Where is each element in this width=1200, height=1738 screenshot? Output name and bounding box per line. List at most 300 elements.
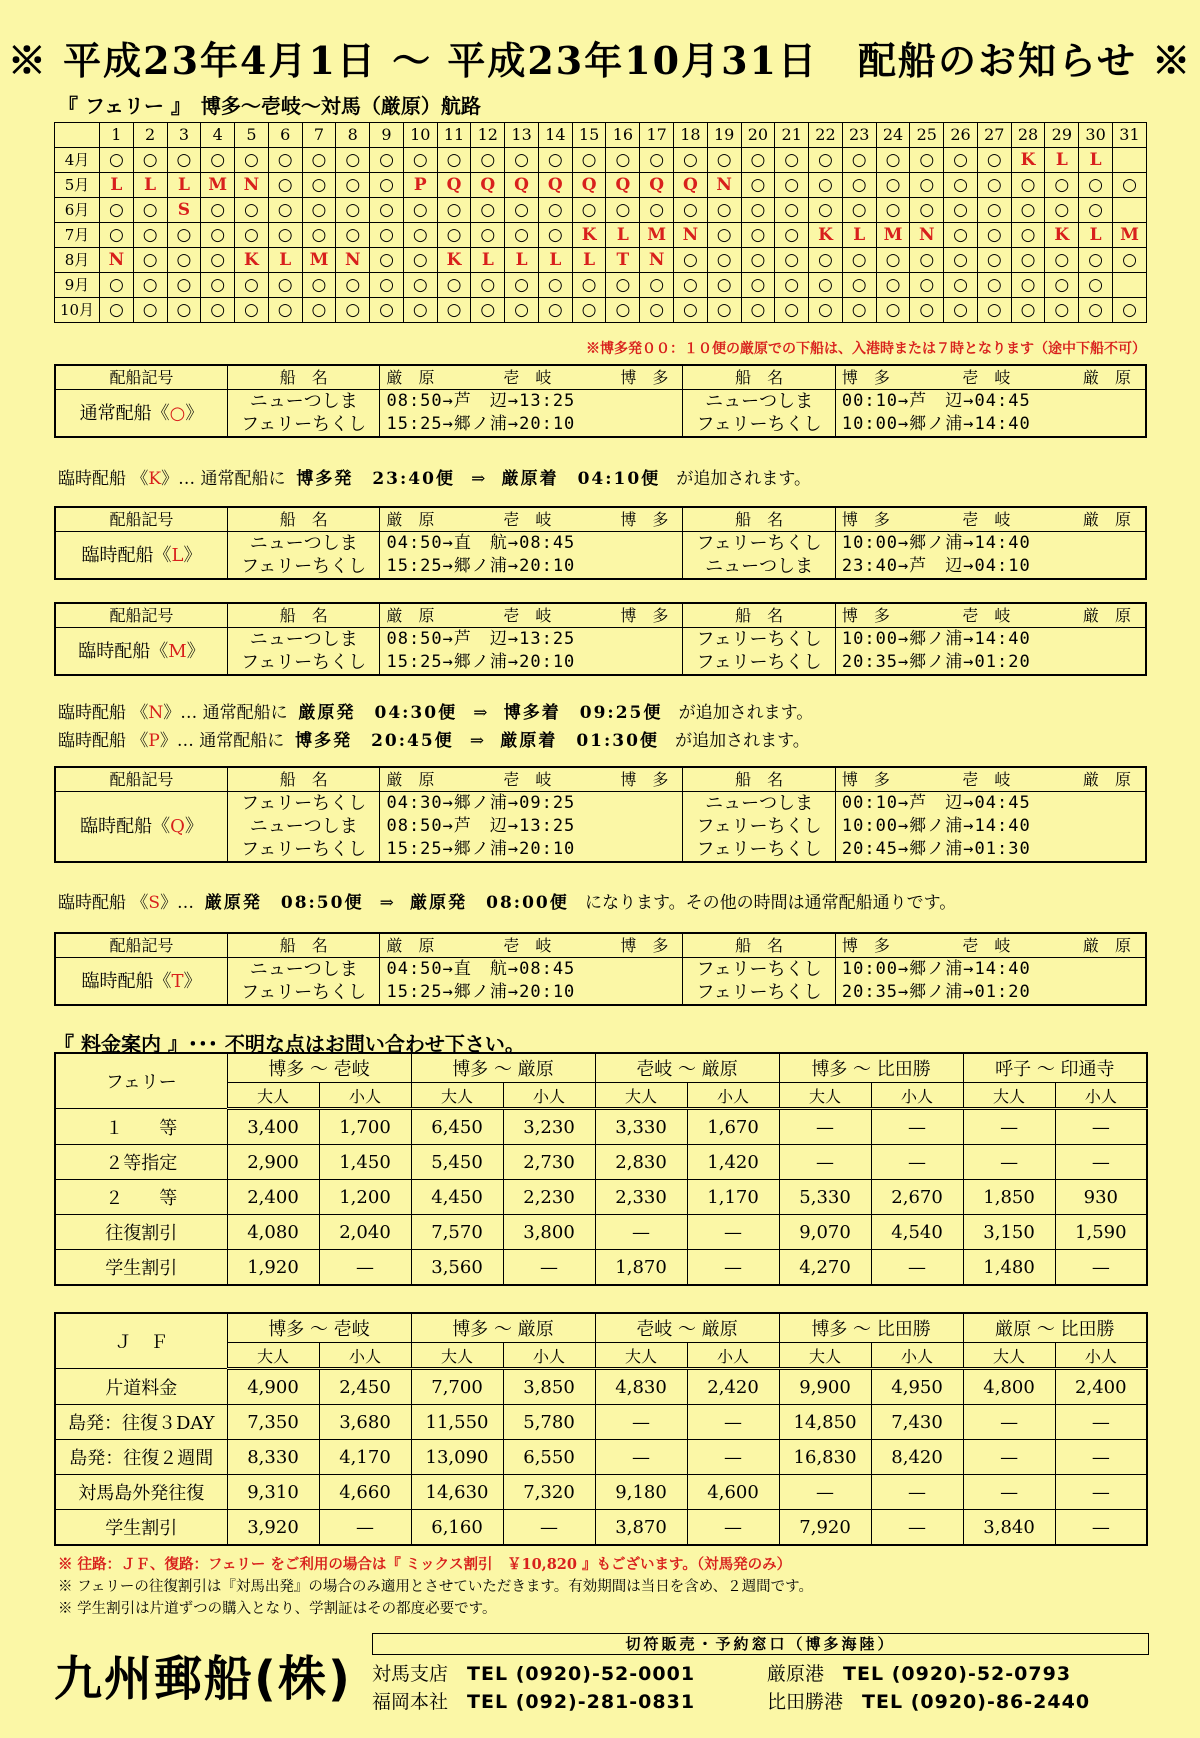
calendar-cell: ○ bbox=[876, 248, 910, 273]
calendar-cell: ○ bbox=[842, 148, 876, 173]
fare-value: — bbox=[779, 1145, 871, 1180]
calendar-month-label: 7月 bbox=[55, 223, 100, 248]
calendar-cell: ○ bbox=[100, 148, 134, 173]
fare-value: — bbox=[687, 1250, 779, 1286]
calendar-cell: ○ bbox=[572, 298, 606, 323]
fare-value: 7,570 bbox=[411, 1215, 503, 1250]
calendar-cell: ○ bbox=[944, 273, 978, 298]
calendar-cell: ○ bbox=[1045, 298, 1079, 323]
header-port: 壱 岐 bbox=[962, 936, 1011, 955]
fare-value: 930 bbox=[1055, 1180, 1147, 1215]
calendar-cell: L bbox=[1079, 223, 1113, 248]
fare-value: — bbox=[503, 1510, 595, 1546]
notice-from: 厳原発 04:30便 bbox=[298, 703, 458, 723]
departure-line: 04:50→直 航→08:45 bbox=[386, 959, 576, 979]
fare-value: — bbox=[871, 1475, 963, 1510]
header-ship: 船 名 bbox=[683, 507, 836, 532]
schedule-mark: M bbox=[168, 640, 187, 662]
schedule-label: 臨時配船《Q》 bbox=[55, 792, 227, 863]
fare-value: 1,170 bbox=[687, 1180, 779, 1215]
calendar-cell: ○ bbox=[977, 148, 1011, 173]
calendar-cell: ○ bbox=[1011, 248, 1045, 273]
calendar-cell: ○ bbox=[707, 198, 741, 223]
calendar-cell: ○ bbox=[505, 273, 539, 298]
calendar-cell: ○ bbox=[167, 148, 201, 173]
fare-row bbox=[55, 1405, 1147, 1440]
fare-heading: 『 料金案内 』･･･ 不明な点はお問い合わせ下さい。 bbox=[54, 1032, 525, 1056]
outbound-ships: ニューつしま フェリーちくし bbox=[227, 958, 380, 1006]
fare-route: 博多 ～ 比田勝 bbox=[779, 1053, 963, 1083]
fare-value: 1,670 bbox=[687, 1109, 779, 1145]
office-name: 厳原港 bbox=[767, 1663, 825, 1685]
calendar-cell bbox=[1112, 198, 1146, 223]
calendar-cell: ○ bbox=[1079, 173, 1113, 198]
calendar-cell: ○ bbox=[707, 248, 741, 273]
calendar-day-header: 20 bbox=[741, 123, 775, 148]
calendar-cell: Q bbox=[471, 173, 505, 198]
outbound-times bbox=[380, 792, 683, 863]
header-ship: 船 名 bbox=[227, 767, 380, 792]
fare-row bbox=[55, 1475, 1147, 1510]
fare-class: 対馬島外発往復 bbox=[55, 1475, 227, 1510]
fare-child-label: 小人 bbox=[503, 1083, 595, 1109]
fare-value: — bbox=[779, 1475, 871, 1510]
fare-value: 4,800 bbox=[963, 1369, 1055, 1405]
calendar-cell: N bbox=[640, 248, 674, 273]
schedule-header-row bbox=[55, 603, 1146, 628]
header-inbound bbox=[835, 767, 1146, 792]
calendar-cell: L bbox=[538, 248, 572, 273]
notice-K: 臨時配船 《K》… 通常配船に 博多発 23:40便 ⇒ 厳原着 04:10便 が追加されます。 bbox=[58, 469, 812, 489]
schedule-calendar bbox=[54, 122, 1147, 323]
fare-value: 6,450 bbox=[411, 1109, 503, 1145]
calendar-cell: ○ bbox=[268, 273, 302, 298]
calendar-day-header: 2 bbox=[133, 123, 167, 148]
header-inbound bbox=[835, 603, 1146, 628]
fare-value: 7,430 bbox=[871, 1405, 963, 1440]
calendar-cell: ○ bbox=[471, 298, 505, 323]
fare-table-label: フェリー bbox=[55, 1053, 227, 1109]
fare-value: — bbox=[871, 1510, 963, 1546]
header-ship: 船 名 bbox=[683, 365, 836, 390]
calendar-day-header: 13 bbox=[505, 123, 539, 148]
calendar-cell: ○ bbox=[201, 223, 235, 248]
departure-line: 15:25→郷ノ浦→20:10 bbox=[386, 982, 576, 1002]
schedule-body-row bbox=[55, 390, 1146, 438]
header-outbound bbox=[380, 933, 683, 958]
calendar-cell: ○ bbox=[977, 273, 1011, 298]
calendar-cell: ○ bbox=[876, 148, 910, 173]
calendar-cell: ○ bbox=[1045, 198, 1079, 223]
calendar-day-header: 9 bbox=[370, 123, 404, 148]
calendar-cell: ○ bbox=[809, 273, 843, 298]
fare-value: 2,830 bbox=[595, 1145, 687, 1180]
office-tel[interactable]: TEL (0920)-86-2440 bbox=[862, 1691, 1091, 1713]
calendar-cell: ○ bbox=[370, 298, 404, 323]
calendar-cell: ○ bbox=[674, 198, 708, 223]
fare-value: — bbox=[779, 1109, 871, 1145]
calendar-cell: ○ bbox=[775, 273, 809, 298]
calendar-cell: K bbox=[437, 248, 471, 273]
calendar-cell: ○ bbox=[977, 198, 1011, 223]
calendar-cell: ○ bbox=[1011, 223, 1045, 248]
calendar-cell: ○ bbox=[268, 148, 302, 173]
calendar-cell: ○ bbox=[1045, 173, 1079, 198]
calendar-cell: ○ bbox=[538, 273, 572, 298]
fare-class: 学生割引 bbox=[55, 1510, 227, 1546]
schedule-body-row bbox=[55, 532, 1146, 580]
schedule-header-row bbox=[55, 933, 1146, 958]
header-outbound bbox=[380, 507, 683, 532]
fare-value: 2,400 bbox=[1055, 1369, 1147, 1405]
fare-row bbox=[55, 1215, 1147, 1250]
fare-adult-label: 大人 bbox=[595, 1083, 687, 1109]
schedule-mark: T bbox=[171, 970, 184, 992]
calendar-cell: ○ bbox=[809, 298, 843, 323]
fare-value: 4,830 bbox=[595, 1369, 687, 1405]
calendar-cell: ○ bbox=[403, 273, 437, 298]
fare-value: — bbox=[595, 1215, 687, 1250]
schedule-table-O bbox=[54, 364, 1147, 438]
departure-line: 10:00→郷ノ浦→14:40 bbox=[841, 533, 1031, 553]
calendar-cell: ○ bbox=[674, 248, 708, 273]
calendar-cell: ○ bbox=[370, 173, 404, 198]
fare-value: — bbox=[1055, 1405, 1147, 1440]
calendar-cell: ○ bbox=[775, 223, 809, 248]
calendar-cell: L bbox=[572, 248, 606, 273]
notice-from: 博多発 23:40便 bbox=[296, 469, 455, 489]
calendar-month-row bbox=[55, 273, 1147, 298]
calendar-cell: ○ bbox=[910, 298, 944, 323]
calendar-corner bbox=[55, 123, 100, 148]
calendar-cell: N bbox=[100, 248, 134, 273]
calendar-day-header: 5 bbox=[235, 123, 269, 148]
calendar-cell: ○ bbox=[876, 173, 910, 198]
calendar-cell: ○ bbox=[944, 223, 978, 248]
header-port: 厳 原 bbox=[386, 606, 435, 625]
fare-value: 1,920 bbox=[227, 1250, 319, 1286]
calendar-cell: ○ bbox=[1079, 198, 1113, 223]
calendar-cell: ○ bbox=[268, 173, 302, 198]
calendar-cell: ○ bbox=[336, 223, 370, 248]
calendar-cell: ○ bbox=[336, 173, 370, 198]
fare-value: 3,150 bbox=[963, 1215, 1055, 1250]
calendar-cell: ○ bbox=[167, 273, 201, 298]
fare-value: 2,670 bbox=[871, 1180, 963, 1215]
fare-class: ２ 等 bbox=[55, 1180, 227, 1215]
calendar-cell: Q bbox=[538, 173, 572, 198]
fare-value: 3,870 bbox=[595, 1510, 687, 1546]
calendar-cell: ○ bbox=[403, 248, 437, 273]
schedule-table-T bbox=[54, 932, 1147, 1006]
schedule-label: 臨時配船《T》 bbox=[55, 958, 227, 1006]
calendar-month-label: 8月 bbox=[55, 248, 100, 273]
calendar-cell: ○ bbox=[505, 148, 539, 173]
fare-value: 7,920 bbox=[779, 1510, 871, 1546]
fare-value: — bbox=[503, 1250, 595, 1286]
calendar-cell: ○ bbox=[235, 273, 269, 298]
fare-value: — bbox=[687, 1215, 779, 1250]
calendar-cell: ○ bbox=[201, 298, 235, 323]
calendar-cell: ○ bbox=[876, 273, 910, 298]
fare-value: 6,160 bbox=[411, 1510, 503, 1546]
fare-class: 片道料金 bbox=[55, 1369, 227, 1405]
departure-line: 20:35→郷ノ浦→01:20 bbox=[841, 652, 1031, 672]
fare-adult-label: 大人 bbox=[227, 1343, 319, 1369]
calendar-day-header: 10 bbox=[403, 123, 437, 148]
fare-value: — bbox=[1055, 1109, 1147, 1145]
calendar-cell: ○ bbox=[640, 273, 674, 298]
header-ship: 船 名 bbox=[227, 603, 380, 628]
calendar-cell: ○ bbox=[201, 273, 235, 298]
calendar-cell: ○ bbox=[707, 298, 741, 323]
header-symbol: 配船記号 bbox=[55, 507, 227, 532]
calendar-cell: ○ bbox=[133, 148, 167, 173]
notice-to: 博多着 09:25便 bbox=[503, 703, 663, 723]
fare-child-label: 小人 bbox=[1055, 1083, 1147, 1109]
inbound-ships: フェリーちくし ニューつしま bbox=[683, 532, 836, 580]
header-port: 厳 原 bbox=[386, 368, 435, 387]
calendar-cell: ○ bbox=[1011, 198, 1045, 223]
fare-child-label: 小人 bbox=[319, 1083, 411, 1109]
calendar-cell: ○ bbox=[235, 298, 269, 323]
calendar-cell: ○ bbox=[775, 248, 809, 273]
fare-value: 1,590 bbox=[1055, 1215, 1147, 1250]
fare-route: 壱岐 ～ 厳原 bbox=[595, 1053, 779, 1083]
calendar-cell: ○ bbox=[336, 273, 370, 298]
calendar-header-row bbox=[55, 123, 1147, 148]
inbound-times bbox=[835, 958, 1146, 1006]
calendar-cell: Q bbox=[606, 173, 640, 198]
inbound-ships: ニューつしま フェリーちくし フェリーちくし bbox=[683, 792, 836, 863]
office-tel[interactable]: TEL (0920)-52-0001 bbox=[467, 1663, 696, 1685]
ferry-fare-table bbox=[54, 1052, 1148, 1286]
calendar-cell: ○ bbox=[437, 223, 471, 248]
calendar-cell: ○ bbox=[944, 173, 978, 198]
fare-child-label: 小人 bbox=[503, 1343, 595, 1369]
header-symbol: 配船記号 bbox=[55, 365, 227, 390]
fare-value: 4,170 bbox=[319, 1440, 411, 1475]
calendar-cell: N bbox=[235, 173, 269, 198]
calendar-day-header: 22 bbox=[809, 123, 843, 148]
calendar-cell: L bbox=[842, 223, 876, 248]
fare-value: 1,450 bbox=[319, 1145, 411, 1180]
calendar-cell: ○ bbox=[910, 273, 944, 298]
fare-row bbox=[55, 1510, 1147, 1546]
fare-route: 呼子 ～ 印通寺 bbox=[963, 1053, 1147, 1083]
calendar-cell: ○ bbox=[674, 298, 708, 323]
calendar-cell: ○ bbox=[370, 198, 404, 223]
header-ship: 船 名 bbox=[683, 767, 836, 792]
fare-adult-label: 大人 bbox=[411, 1343, 503, 1369]
notice-P: 臨時配船 《P》… 通常配船に 博多発 20:45便 ⇒ 厳原着 01:30便 が追加されます。 bbox=[58, 731, 810, 751]
fare-value: — bbox=[963, 1145, 1055, 1180]
calendar-cell: ○ bbox=[1011, 173, 1045, 198]
calendar-cell: ○ bbox=[505, 298, 539, 323]
footnote-mix-discount: ※ 往路：ＪＦ、復路：フェリー をご利用の場合は『 ミックス割引 ￥10,820 』もございます。（対馬発のみ） bbox=[58, 1556, 792, 1573]
departure-line: 15:25→郷ノ浦→20:10 bbox=[386, 839, 576, 859]
schedule-table-M bbox=[54, 602, 1147, 676]
calendar-cell: ○ bbox=[910, 173, 944, 198]
calendar-cell: ○ bbox=[167, 223, 201, 248]
calendar-cell: ○ bbox=[235, 148, 269, 173]
outbound-ships: ニューつしま フェリーちくし bbox=[227, 390, 380, 438]
calendar-cell: K bbox=[235, 248, 269, 273]
calendar-cell: ○ bbox=[640, 298, 674, 323]
calendar-day-header: 23 bbox=[842, 123, 876, 148]
calendar-cell: ○ bbox=[572, 198, 606, 223]
fare-child-label: 小人 bbox=[687, 1343, 779, 1369]
calendar-cell: K bbox=[1045, 223, 1079, 248]
departure-line: 00:10→芦 辺→04:45 bbox=[841, 391, 1031, 411]
calendar-cell: ○ bbox=[741, 148, 775, 173]
fare-value: 3,330 bbox=[595, 1109, 687, 1145]
calendar-cell: ○ bbox=[336, 198, 370, 223]
inbound-times bbox=[835, 792, 1146, 863]
fare-value: 3,800 bbox=[503, 1215, 595, 1250]
schedule-header-row bbox=[55, 767, 1146, 792]
calendar-cell: ○ bbox=[370, 223, 404, 248]
header-port: 博 多 bbox=[620, 368, 669, 387]
calendar-cell: ○ bbox=[775, 198, 809, 223]
fare-child-label: 小人 bbox=[871, 1083, 963, 1109]
calendar-cell: ○ bbox=[538, 148, 572, 173]
header-port: 厳 原 bbox=[386, 510, 435, 529]
fare-child-label: 小人 bbox=[871, 1343, 963, 1369]
calendar-cell: ○ bbox=[606, 298, 640, 323]
outbound-times bbox=[380, 390, 683, 438]
calendar-cell: ○ bbox=[674, 273, 708, 298]
header-port: 博 多 bbox=[841, 936, 890, 955]
calendar-cell: L bbox=[606, 223, 640, 248]
departure-line: 15:25→郷ノ浦→20:10 bbox=[386, 414, 576, 434]
calendar-cell: N bbox=[707, 173, 741, 198]
calendar-cell: K bbox=[572, 223, 606, 248]
outbound-times bbox=[380, 628, 683, 676]
office-tel[interactable]: TEL (0920)-52-0793 bbox=[843, 1663, 1072, 1685]
calendar-cell: ○ bbox=[640, 148, 674, 173]
calendar-cell: ○ bbox=[302, 173, 336, 198]
calendar-day-header: 14 bbox=[538, 123, 572, 148]
calendar-cell: ○ bbox=[775, 148, 809, 173]
office-tel[interactable]: TEL (092)-281-0831 bbox=[467, 1691, 696, 1713]
calendar-cell: ○ bbox=[471, 223, 505, 248]
fare-value: 2,730 bbox=[503, 1145, 595, 1180]
notice-mark: K bbox=[148, 469, 162, 489]
fare-value: — bbox=[871, 1145, 963, 1180]
schedule-body-row bbox=[55, 628, 1146, 676]
header-port: 博 多 bbox=[841, 368, 890, 387]
calendar-cell: ○ bbox=[707, 273, 741, 298]
fare-value: 8,330 bbox=[227, 1440, 319, 1475]
calendar-cell: ○ bbox=[201, 148, 235, 173]
calendar-cell: K bbox=[1011, 148, 1045, 173]
inbound-ships: フェリーちくし フェリーちくし bbox=[683, 958, 836, 1006]
notice-from: 博多発 20:45便 bbox=[295, 731, 454, 751]
calendar-cell: T bbox=[606, 248, 640, 273]
calendar-cell: Q bbox=[437, 173, 471, 198]
calendar-cell: K bbox=[809, 223, 843, 248]
fare-value: — bbox=[595, 1405, 687, 1440]
calendar-cell: ○ bbox=[133, 198, 167, 223]
schedule-header-row bbox=[55, 365, 1146, 390]
calendar-day-header: 25 bbox=[910, 123, 944, 148]
fare-class: 学生割引 bbox=[55, 1250, 227, 1286]
calendar-cell: ○ bbox=[741, 223, 775, 248]
fare-route: 壱岐 ～ 厳原 bbox=[595, 1313, 779, 1343]
schedule-label: 通常配船《○》 bbox=[55, 390, 227, 438]
fare-child-label: 小人 bbox=[319, 1343, 411, 1369]
fare-row bbox=[55, 1145, 1147, 1180]
notice-mark: N bbox=[148, 703, 164, 723]
calendar-cell: L bbox=[1045, 148, 1079, 173]
header-port: 博 多 bbox=[841, 770, 890, 789]
calendar-month-label: 5月 bbox=[55, 173, 100, 198]
fare-value: 4,600 bbox=[687, 1475, 779, 1510]
fare-route: 博多 ～ 厳原 bbox=[411, 1053, 595, 1083]
calendar-cell: ○ bbox=[842, 273, 876, 298]
fare-value: 5,450 bbox=[411, 1145, 503, 1180]
fare-value: 1,850 bbox=[963, 1180, 1055, 1215]
header-port: 壱 岐 bbox=[503, 510, 552, 529]
calendar-month-row bbox=[55, 248, 1147, 273]
notice-to: 厳原発 08:00便 bbox=[410, 893, 569, 913]
fare-value: — bbox=[871, 1250, 963, 1286]
fare-value: 1,200 bbox=[319, 1180, 411, 1215]
fare-route: 博多 ～ 比田勝 bbox=[779, 1313, 963, 1343]
header-ship: 船 名 bbox=[683, 603, 836, 628]
calendar-cell: ○ bbox=[268, 298, 302, 323]
calendar-day-header: 28 bbox=[1011, 123, 1045, 148]
calendar-cell: ○ bbox=[741, 248, 775, 273]
calendar-cell: ○ bbox=[336, 148, 370, 173]
calendar-cell: ○ bbox=[809, 248, 843, 273]
notice-from: 厳原発 08:50便 bbox=[204, 893, 364, 913]
calendar-cell: ○ bbox=[403, 148, 437, 173]
fare-class: 往復割引 bbox=[55, 1215, 227, 1250]
departure-line: 20:35→郷ノ浦→01:20 bbox=[841, 982, 1031, 1002]
fare-adult-label: 大人 bbox=[779, 1083, 871, 1109]
calendar-cell: ○ bbox=[809, 148, 843, 173]
fare-value: 4,450 bbox=[411, 1180, 503, 1215]
calendar-cell: ○ bbox=[707, 223, 741, 248]
calendar-day-header: 16 bbox=[606, 123, 640, 148]
calendar-cell: Q bbox=[674, 173, 708, 198]
ticket-window-label: 切符販売・予約窓口（博多海陸） bbox=[372, 1633, 1149, 1655]
route-title: 『 フェリー 』 博多～壱岐～対馬（厳原）航路 bbox=[58, 94, 481, 118]
calendar-cell: ○ bbox=[133, 248, 167, 273]
footnotes bbox=[58, 1554, 813, 1620]
outbound-ships: フェリーちくし ニューつしま フェリーちくし bbox=[227, 792, 380, 863]
header-port: 厳 原 bbox=[1082, 770, 1131, 789]
inbound-ships: ニューつしま フェリーちくし bbox=[683, 390, 836, 438]
header-port: 博 多 bbox=[841, 510, 890, 529]
fare-value: — bbox=[1055, 1250, 1147, 1286]
calendar-note: ※博多発００：１０便の厳原での下船は、入港時または７時となります（途中下船不可） bbox=[586, 341, 1146, 357]
fare-value: — bbox=[595, 1440, 687, 1475]
header-port: 博 多 bbox=[620, 936, 669, 955]
departure-line: 10:00→郷ノ浦→14:40 bbox=[841, 414, 1031, 434]
header-port: 壱 岐 bbox=[503, 368, 552, 387]
calendar-cell: ○ bbox=[876, 198, 910, 223]
calendar-cell: L bbox=[167, 173, 201, 198]
calendar-cell: ○ bbox=[505, 223, 539, 248]
fare-value: 2,900 bbox=[227, 1145, 319, 1180]
calendar-cell: ○ bbox=[201, 248, 235, 273]
fare-value: — bbox=[319, 1510, 411, 1546]
calendar-cell: ○ bbox=[302, 273, 336, 298]
calendar-day-header: 17 bbox=[640, 123, 674, 148]
